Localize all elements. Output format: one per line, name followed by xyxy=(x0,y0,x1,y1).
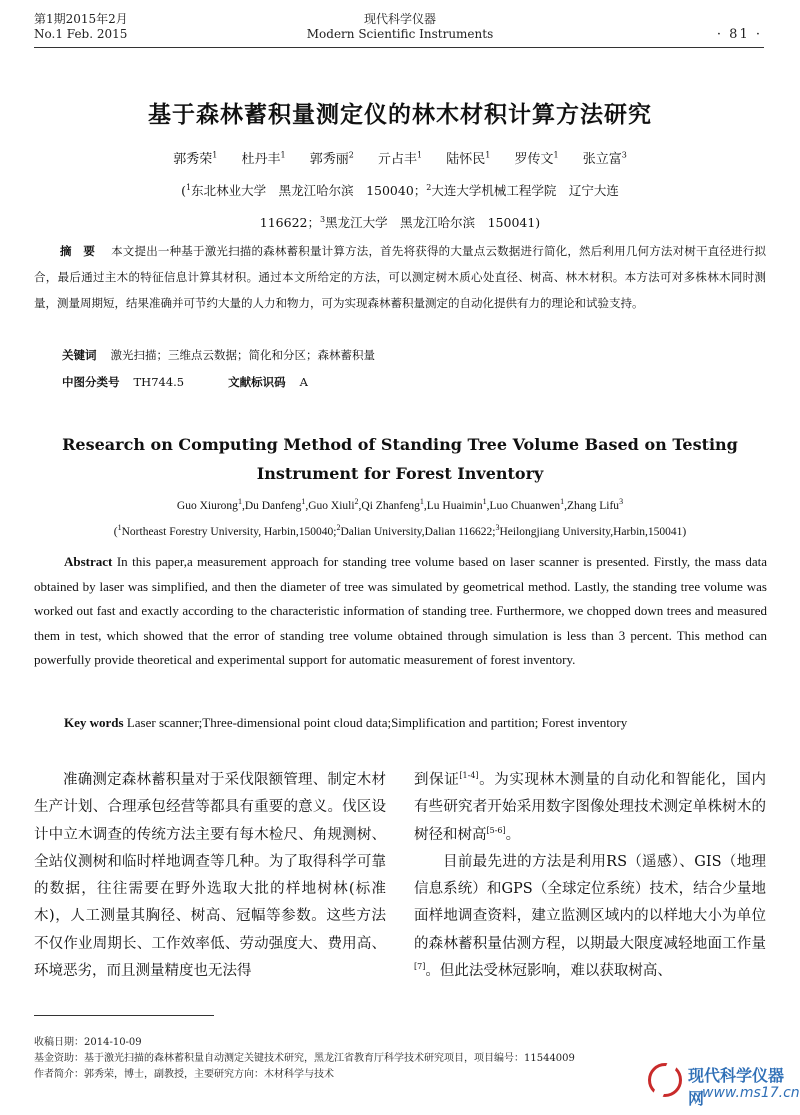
watermark-logo-icon xyxy=(648,1063,682,1097)
abstract-cn-text: 本文提出一种基于激光扫描的森林蓄积量计算方法，首先将获得的大量点云数据进行简化，然后利用几何方法对树干直径进行拟合，最后通过主木的特征信息计算其材积。通过本文所给定的方法，可以测定树木质心处直径、树高、林木材积。本方法可对多株林木同时测量，测量周期短，结果准确并可节约大量的人力和物力，可为实现森林蓄积量测定的自动化提供有力的理论和试验支持。 xyxy=(34,244,767,310)
author-en: Zhang Lifu$^3$ xyxy=(567,497,624,512)
journal-cn: 现代科学仪器 xyxy=(363,12,436,26)
abstract-en xyxy=(34,550,767,673)
citation: [5-6] xyxy=(486,825,506,835)
journal-en: Modern Scientific Instruments xyxy=(306,27,494,41)
citation: [7] xyxy=(414,962,426,972)
journal-name xyxy=(0,12,800,42)
page-number: · 81 · xyxy=(716,27,762,42)
site-watermark xyxy=(648,1061,798,1111)
footnote-fund: 基金资助：基于激光扫描的森林蓄积量自动测定关键技术研究，黑龙江省教育厅科学技术研究项目，项目编号：11544009 xyxy=(34,1053,575,1064)
author-cn: 杜丹丰$^1$ xyxy=(241,150,286,167)
body-paragraph: 目前最先进的方法是利用RS（遥感）、GIS（地理信息系统）和GPS（全球定位系统）技术，结合少量地面样地调查资料，建立监测区域内的以样地大小为单位的森林蓄积量估测方程，以期最大限度减轻地面工作量[7]。但此法受林冠影响，难以获取树高、 xyxy=(414,853,766,980)
keywords-en-text: Laser scanner;Three-dimensional point cloud data;Simplification and partition; Forest inventory xyxy=(126,715,628,730)
footnote-rule xyxy=(34,1015,214,1016)
author-en: Lu Huaimin$^1$ xyxy=(426,497,487,512)
author-en: Guo Xiuli$^2$ xyxy=(308,497,359,512)
footnote-author-bio: 作者简介：郭秀荣，博士，副教授，主要研究方向：木材科学与技术 xyxy=(34,1069,334,1080)
body-column-right xyxy=(414,767,766,985)
body-paragraph: 到保证[1-4]。为实现林木测量的自动化和智能化，国内有些研究者开始采用数字图像处理技术测定单株树木的树径和树高[5-6]。 xyxy=(414,771,767,843)
keywords-cn xyxy=(62,347,375,363)
author-list-cn xyxy=(0,148,800,167)
author-list-en: Guo Xiurong$^1$,Du Danfeng$^1$,Guo Xiuli$^2$,Qi Zhanfeng$^1$,Lu Huaimin$^1$,Luo Chuanwen$^1$,Zhang Lifu$^3$ xyxy=(176,497,624,512)
author-cn: 罗传文$^1$ xyxy=(514,150,559,167)
author-en: Guo Xiurong$^1$ xyxy=(176,497,242,512)
author-cn: 郭秀丽$^2$ xyxy=(309,150,354,167)
author-en: Du Danfeng$^1$ xyxy=(244,497,306,512)
author-cn: 陆怀民$^1$ xyxy=(446,150,491,167)
author-en: Luo Chuanwen$^1$ xyxy=(489,497,565,512)
abstract-cn-label: 摘 要 xyxy=(60,244,96,258)
paper-title-cn: 基于森林蓄积量测定仪的林木材积计算方法研究 xyxy=(148,102,652,128)
author-cn: 亓占丰$^1$ xyxy=(377,150,423,167)
doc-code-value: A xyxy=(299,375,308,389)
issue-en: No.1 Feb. 2015 xyxy=(34,27,128,41)
author-cn: 郭秀荣$^1$ xyxy=(173,150,218,167)
abstract-en-text: In this paper,a measurement approach for standing tree volume based on laser scanner is presented. Firstly, the mass data obtained by laser was simplified, and then the diameter of tree was simulated by geometrical method. Lastly, the standing tree volume was worked out fast and exactly according to the characteristic information of standing tree. Furthermore, we chopped down trees and measured them in test, which showed that the error of standing tree volume obtained through simulation is less than 3 percent. This method can powerfully provide theoretical and experimental support for automatic measurement of forest inventory. xyxy=(34,554,767,667)
abstract-cn xyxy=(34,238,766,316)
abstract-en-label: Abstract xyxy=(64,554,113,569)
keywords-en-label: Key words xyxy=(64,715,124,730)
body-paragraph: 准确测定森林蓄积量对于采伐限额管理、制定木材生产计划、合理承包经营等都具有重要的意义。伐区设计中立木调查的传统方法主要有每木检尺、角规测树、全站仪测树和临时样地调查等几种。为了取得科学可靠的数据，往往需要在野外选取大批的样地树林(标准木)，人工测量其胸径、树高、冠幅等参数。这些方法不仅作业周期长、工作效率低、劳动强度大、费用高、环境恶劣，而且测量精度也无法得 xyxy=(34,772,386,980)
watermark-name: 现代科学仪器网 xyxy=(688,1066,785,1108)
author-cn: 张立富$^3$ xyxy=(582,150,627,167)
affiliations-cn: ($^1$东北林业大学 黑龙江哈尔滨 150040；$^2$大连大学机械工程学院 辽宁大连 116622；$^3$黑龙江大学 黑龙江哈尔滨 150041) xyxy=(181,182,632,230)
keywords-en xyxy=(64,715,627,731)
watermark-url: www.ms17.cn xyxy=(702,1085,800,1101)
header-rule xyxy=(34,47,764,48)
keywords-cn-text: 激光扫描；三维点云数据；简化和分区；森林蓄积量 xyxy=(110,348,375,362)
doc-code-label: 文献标识码 xyxy=(228,375,286,389)
paper-title-en: Research on Computing Method of Standing Tree Volume Based on Testing Instrument for Forest Inventory xyxy=(62,435,738,483)
classification xyxy=(62,374,308,390)
affiliations-en: ($^1$Northeast Forestry University, Harbin,150040;$^2$Dalian University,Dalian 116622;$^3$Heilongjiang University,Harbin,150041) xyxy=(113,523,687,538)
clc-value: TH744.5 xyxy=(133,375,185,389)
clc-label: 中图分类号 xyxy=(62,375,120,389)
citation: [1-4] xyxy=(459,771,479,781)
issue-cn: 第1期2015年2月 xyxy=(34,12,128,26)
keywords-cn-label: 关键词 xyxy=(62,348,97,362)
body-column-left xyxy=(34,767,386,985)
footnote-received: 收稿日期：2014-10-09 xyxy=(34,1037,142,1048)
author-en: Qi Zhanfeng$^1$ xyxy=(361,497,424,512)
